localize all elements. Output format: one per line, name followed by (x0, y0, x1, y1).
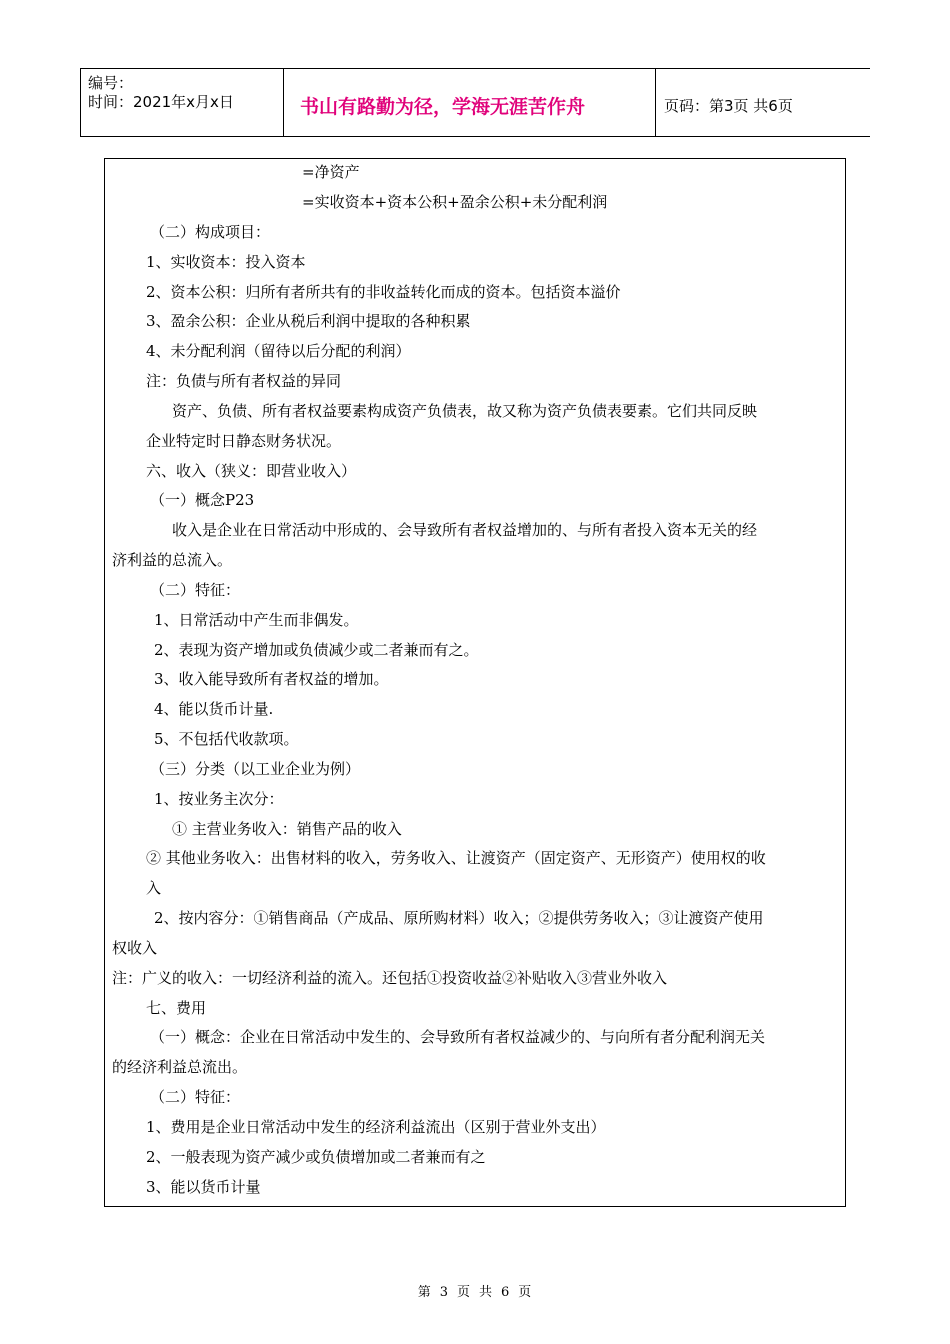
footer-total-pages: 6 (501, 1285, 511, 1300)
content-line: 1、实收资本：投入资本 (146, 253, 306, 271)
content-line: 2、资本公积：归所有者所共有的非收益转化而成的资本。包括资本溢价 (146, 283, 621, 301)
content-line: 资产、负债、所有者权益要素构成资产负债表，故又称为资产负债表要素。它们共同反映 (172, 402, 758, 420)
content-line: 1、费用是企业日常活动中发生的经济利益流出（区别于营业外支出） (146, 1118, 606, 1136)
document-number-label: 编号： (88, 74, 134, 92)
content-line: （二）特征： (150, 581, 241, 599)
header-top-border (80, 68, 870, 69)
content-line: 1、日常活动中产生而非偶发。 (154, 611, 359, 629)
content-line: 入 (146, 879, 162, 897)
content-line: 2、按内容分：①销售商品（产成品、原所购材料）收入；②提供劳务收入；③让渡资产使用 (154, 909, 764, 927)
content-line: 3、盈余公积：企业从税后利润中提取的各种积累 (146, 312, 471, 330)
header-divider-middle (283, 68, 284, 136)
section-heading: 七、费用 (146, 999, 207, 1017)
footer-ye: 页 (456, 1285, 471, 1300)
content-line: 4、未分配利润（留待以后分配的利润） (146, 342, 411, 360)
footer-page-number: 3 (439, 1285, 449, 1300)
content-line: （二）特征： (150, 1088, 241, 1106)
content-line: 3、收入能导致所有者权益的增加。 (154, 670, 389, 688)
content-line: 4、能以货币计量. (154, 700, 274, 718)
content-line: 企业特定时日静态财务状况。 (146, 432, 342, 450)
content-line: 济利益的总流入。 (112, 551, 233, 569)
footer-gong: 共 (479, 1285, 494, 1300)
content-line: 5、不包括代收款项。 (154, 730, 299, 748)
content-line: 1、按业务主次分： (154, 790, 284, 808)
document-time-label: 时间：2021年x月x日 (88, 93, 234, 111)
content-line: 权收入 (112, 939, 158, 957)
content-line: 注：负债与所有者权益的异同 (146, 372, 342, 390)
content-line: 注：广义的收入：一切经济利益的流入。还包括①投资收益②补贴收入③营业外收入 (112, 969, 668, 987)
page-footer (0, 1281, 950, 1300)
content-line: （一）概念P23 (150, 491, 255, 509)
content-line: （三）分类（以工业企业为例） (150, 760, 361, 778)
content-line: 2、一般表现为资产减少或负债增加或二者兼而有之 (146, 1148, 486, 1166)
content-line: （二）构成项目： (150, 223, 271, 241)
content-line: ① 主营业务收入：销售产品的收入 (172, 820, 402, 838)
header-motto: 书山有路勤为径，学海无涯苦作舟 (300, 96, 586, 118)
header-page-label: 页码：第3页 共6页 (664, 97, 793, 115)
content-line: 的经济利益总流出。 (112, 1058, 248, 1076)
header-bottom-border (80, 136, 870, 137)
section-heading: 六、收入（狭义：即营业收入） (146, 462, 357, 480)
content-line: 2、表现为资产增加或负债减少或二者兼而有之。 (154, 641, 479, 659)
header-divider-right (655, 68, 656, 136)
footer-ye: 页 (518, 1285, 533, 1300)
content-line: 3、能以货币计量 (146, 1178, 261, 1196)
content-line: =净资产 (302, 163, 360, 181)
content-line: 收入是企业在日常活动中形成的、会导致所有者权益增加的、与所有者投入资本无关的经 (172, 521, 758, 539)
content-line: =实收资本+资本公积+盈余公积+未分配利润 (302, 193, 608, 211)
content-line: ② 其他业务收入：出售材料的收入，劳务收入、让渡资产（固定资产、无形资产）使用权的收 (146, 849, 766, 867)
footer-di: 第 (417, 1285, 432, 1300)
header-divider-left (80, 68, 81, 136)
content-line: （一）概念：企业在日常活动中发生的、会导致所有者权益减少的、与向所有者分配利润无关 (150, 1028, 766, 1046)
